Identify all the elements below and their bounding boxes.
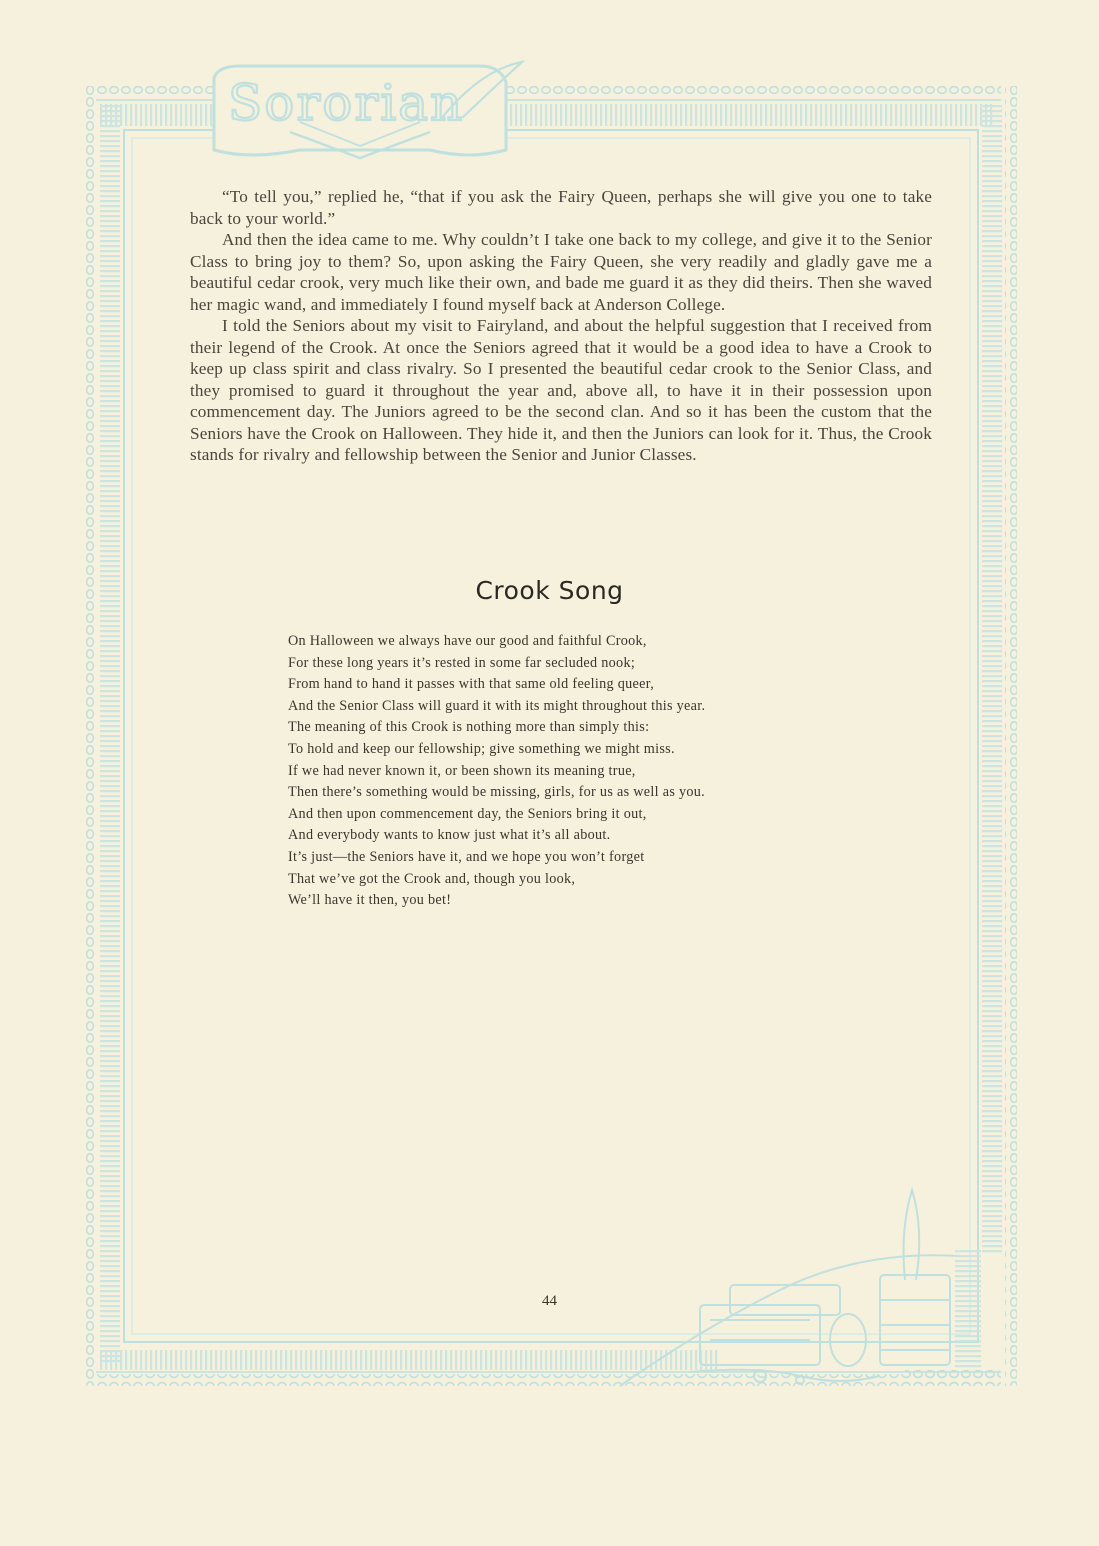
song-line: On Halloween we always have our good and faithful Crook, xyxy=(288,633,647,649)
prose-body xyxy=(190,186,932,466)
song-line: For these long years it’s rested in some far secluded nook; xyxy=(288,654,636,671)
song-title: Crook Song xyxy=(475,576,624,605)
song-line: And the Senior Class will guard it with its might throughout this year. xyxy=(288,697,706,714)
prose-paragraph: I told the Seniors about my visit to Fairyland, and about the helpful suggestion that I received from their legend of the Crook. At once the Seniors agreed that it would be a good idea to have a Crook to keep up class spirit and class rivalry. So I presented the beautiful cedar crook to the Senior Class, and they promised to guard it throughout the year and, above all, to have it in their possession upon commencement day. The Juniors agreed to be the second clan. And so it has been the custom that the Seniors have the Crook on Halloween. They hide it, and then the Juniors can look for it. Thus, the Crook stands for rivalry and fellowship between the Senior and Junior Classes. xyxy=(190,316,932,464)
song-line: From hand to hand it passes with that same old feeling queer, xyxy=(288,676,655,693)
song-line: It’s just—the Seniors have it, and we hope you won’t forget xyxy=(288,848,645,865)
page-number: 44 xyxy=(542,1293,557,1309)
song-line: And everybody wants to know just what it’s all about. xyxy=(288,827,611,844)
song-line: To hold and keep our fellowship; give something we might miss. xyxy=(288,740,675,757)
prose-paragraph: And then the idea came to me. Why couldn’t I take one back to my college, and give it to the Senior Class to bring joy to them? So, upon asking the Fairy Queen, she very readily and gladly gave me a beautiful cedar crook, very much like their own, and bade me guard it as they did theirs. Then she waved her magic wand, and immediately I found myself back at Anderson College. xyxy=(190,230,932,314)
masthead-title: Sororian xyxy=(228,74,465,132)
song-line: We’ll have it then, you bet! xyxy=(288,892,452,909)
song-line: Then there’s something would be missing, girls, for us as well as you. xyxy=(288,784,706,801)
prose-paragraph: “To tell you,” replied he, “that if you ask the Fairy Queen, perhaps she will give you one to take back to your world.” xyxy=(190,187,932,228)
song-line: And then upon commencement day, the Seniors bring it out, xyxy=(288,805,647,822)
song-line: That we’ve got the Crook and, though you look, xyxy=(288,870,576,887)
song-verse xyxy=(288,631,848,912)
song-line: The meaning of this Crook is nothing more than simply this: xyxy=(288,719,650,736)
song-line: If we had never known it, or been shown its meaning true, xyxy=(288,762,636,779)
